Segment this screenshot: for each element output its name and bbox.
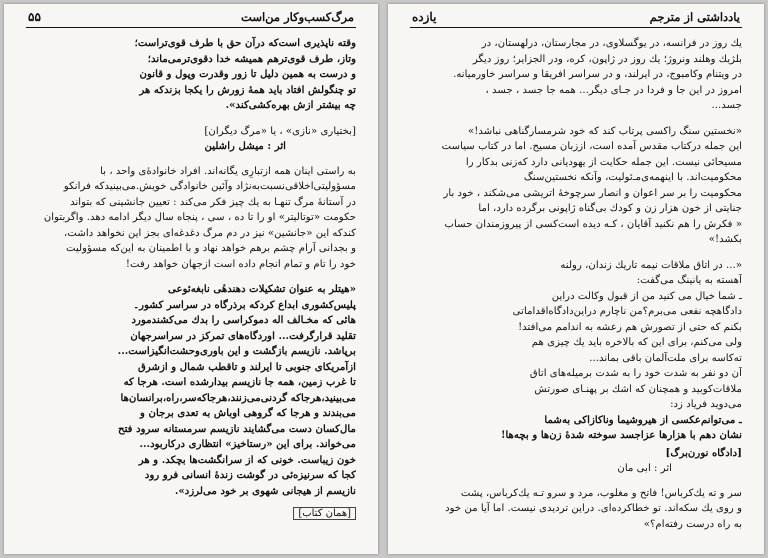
text-line: می‌بینید،هرجاکه گردنی‌می‌زنند،هرجاکه‌سر،راه،برانسان‌ها: [120, 391, 356, 404]
text-line: در آستانهٔ مرگ تنهـا به یك چیز فكر می‌كند : تعیین جانشینی كه بتواند: [70, 196, 356, 208]
text-line: ـ شما خیال می کنید من از قبول وکالت دراین: [551, 290, 742, 302]
text-line: تا غرب زمین، همه جا نازیسم بیدارشده است. هرجا که: [123, 376, 356, 388]
body-paragraph: [410, 486, 742, 533]
text-line: می‌دوید فریاد زد:: [670, 399, 742, 410]
text-line: نشان دهم با هزارها عزا‌جسد سوخته شدهٔ زن‌ها و بچه‌ها!: [500, 429, 742, 441]
text-line: کجا که سرنیزه‌ئی در گوشت زندهٔ انسانی فرو رود: [144, 469, 356, 481]
text-line: «نخستین سنگ راکسی پرتاب کند که خود شرمسارگناهی نباشد!»: [468, 125, 742, 137]
text-line: آن دو نفر به شدت خود را به شدت برمیله‌های اتاق: [529, 368, 742, 379]
reference-label: [همان کتاب]: [293, 507, 356, 520]
text-line: وتاز، طرف قوی‌ترهم همیشه خدا دقوی‌ترمی‌ماند؛: [147, 52, 356, 65]
attribution-title: [بختیاری «نازی» ، یا «مرگ دیگران]: [204, 125, 356, 137]
text-line: خود را تام و تمام انجام داده است ازجهان خواهد رفت!: [125, 258, 356, 270]
reference-box: [26, 507, 356, 520]
page-number: یازده: [412, 10, 437, 24]
text-line: «هیتلر به عنوان تشکیلات دهندهٔی نابغه‌ئوعی: [168, 283, 356, 295]
text-line: ـ می‌توانم‌عکسی از هیروشیما وناکازاکی به‌شما: [544, 413, 742, 426]
page-number: ۵۵: [28, 10, 41, 24]
body-paragraph: [410, 124, 742, 248]
left-page: [4, 4, 378, 554]
text-line: جسد...: [711, 100, 742, 111]
text-line: پلیس‌کشوری ابداع کردکه برذرگاه در سراسر کشور۔: [133, 298, 356, 311]
text-line: بلژیك وهلند ونروژ؛ یك روز در ژاپون، کره، ودر الجزایر؛ روز دیگر: [472, 53, 742, 65]
text-line: خون زیباست. خونی که از سرانگشت‌ها بچکد. و هر: [138, 453, 356, 466]
text-line: به راه درست رفته‌ام؟»: [643, 518, 742, 530]
page-header: [410, 10, 742, 28]
text-line: می‌بندند و هرجا که گروهی اوباش به تعدی برجان و: [140, 407, 356, 419]
text-line: می‌خواند. برای این «رستاخیز» انتظاری درکار‌بود...: [139, 438, 356, 450]
text-line: نازیسم از هیجانی شهوی بر خود می‌لرزد».: [174, 484, 356, 497]
text-line: بکشد!»: [708, 234, 742, 245]
text-line: سر و ته یك‌کرباس! فاتح و مغلوب، مرد و سرو تـه یك‌کرباس، پشت: [460, 487, 742, 499]
body-paragraph: [410, 36, 742, 114]
text-line: محکومیت را بر سر اعوان و انصار سرچوخهٔ اتریشی می‌شکند ، خود بار: [443, 187, 742, 199]
attribution: [26, 124, 356, 154]
quote-block: [26, 36, 356, 114]
body-paragraph: [26, 164, 356, 273]
attribution-author: اثر : میشل راشلین: [204, 139, 286, 152]
text-line: بکنم که حتی از تصورش هم رعشه به اندامم می‌افتد!: [518, 321, 742, 333]
quote-block: [410, 258, 742, 444]
text-line: مال‌کسان دست می‌گشایند نازیسم سرمستانه سرود فتح: [118, 422, 356, 435]
attribution: [410, 446, 742, 476]
text-line: و روی یك سکه‌ا‌ند. تو خطاکرده‌ای. دراین تردیدی نیست. اما آیا من خود: [445, 503, 742, 514]
text-line: این جمله درکتاب مقدس آمده است، ازز‌بان مسیح. اما در کتاب سیاست: [441, 141, 742, 152]
text-line: « فکرش را هم نکنید آقایان ، کـه دیده است‌کسی از پیروزمندان حساب: [444, 218, 742, 230]
text-line: امروز در این جا و فردا در جـای دیگر... همه جا جسد ، جسد ،: [485, 84, 742, 96]
text-line: در ویتنام وکامبوج، در ایرلند، و در سراسر افریقا و سراسر خاورمیانه.: [453, 69, 742, 80]
text-line: جنایتی از خون هزار زن و کودك بی‌گناه ژاپونی برگرده دارد، اما: [478, 203, 742, 214]
text-line: و بجدانی آرام چشم برهم خواهد نهاد و با اطمینان به این‌كه مسؤولیت: [65, 243, 356, 254]
quote-block: [26, 282, 356, 499]
text-line: چه بیشتر ازش بهره‌کشی‌کند».: [225, 99, 356, 111]
text-line: و درست به همین دلیل تا زور وقدرت وپول و قانون: [139, 68, 356, 80]
attribution-author: اثر : ابی مان: [617, 462, 672, 474]
right-page: [388, 4, 764, 554]
text-line: ملاقات‌کوبید و همچنان که اشك بر پهنـای صورتش: [534, 383, 742, 395]
text-line: ته‌کاسه برای ملت‌آلمان باقی بماند...: [589, 352, 742, 364]
text-line: وقته ناپذیری است‌که درآن حق با طرف قوی‌تراست؛: [134, 37, 356, 49]
header-title: مرگ‌کسب‌وکار من‌است: [241, 10, 354, 24]
text-line: حكومت «توتالیتر» او را تا ده ، سی ، پنجاه سال دیگر ادامه دهد. واگربتوان: [43, 212, 356, 223]
text-line: ازآمریکای جنوبی تا ایرلند و تاقطب شمال و ازشرق: [137, 360, 356, 373]
text-line: تقلید قرارگرفت... اوردگاه‌های تمرکز در سراسرجهان: [130, 329, 356, 342]
text-line: آهسته به یانینگ می‌گفت:: [636, 275, 742, 286]
text-line: كندكه این «جانشین» نیز در دم مرگ دغدغه‌ای بجز این نخواهد داشت،: [64, 227, 356, 239]
text-line: مسیحائی نیست. این جمله حکایت از یهودیانی دارد که‌زنی بدکار را: [465, 156, 742, 168]
text-line: «... در اتاق ملاقات نیمه تاریك زندان، رولنه: [560, 259, 742, 271]
text-line: برپاشد. نازیسم بازگشت و این باوری‌وحشت‌انگیز‌است...: [117, 345, 356, 357]
attribution-title: [دادگاه نورن‌برگ]: [665, 446, 742, 459]
page-header: [26, 10, 356, 28]
text-line: دادگاهچه نفعی می‌برم؟من ناچارم دراین‌دادگاه‌اقداماتی: [512, 306, 742, 317]
text-line: مسؤولیتی‌اخلاقی‌نسبت‌به‌نژاد وآئین خانوادگی خویش.می‌بینیدکه فرانکو: [63, 181, 356, 192]
text-line: محکومیت‌ا‌ند. با اینهمه‌ی‌مـ‌ئولیت، وآنکه نخستین‌سنگ: [523, 172, 742, 183]
text-line: یك روز در فرانسه، در یوگسلاوی، در مجارستان، درلهستان، در: [481, 38, 742, 49]
text-line: ولی می‌کنم، برای این که بالاخره باید یك چیزی هم: [531, 337, 742, 348]
text-line: تو چنگولش افتاد باید همهٔ زورش را یکجا بزندکه هر: [139, 83, 356, 96]
text-line: به راستی اینان همه ازتبارِی یگانه‌اند. افراد خانوادهٔ‌ی واحد ، با: [100, 165, 356, 177]
header-title: یادداشتی از مترجم: [649, 10, 740, 24]
text-line: هائی که مخـالف اله دموکراسی را بدك می‌کشندمورد: [131, 314, 356, 326]
